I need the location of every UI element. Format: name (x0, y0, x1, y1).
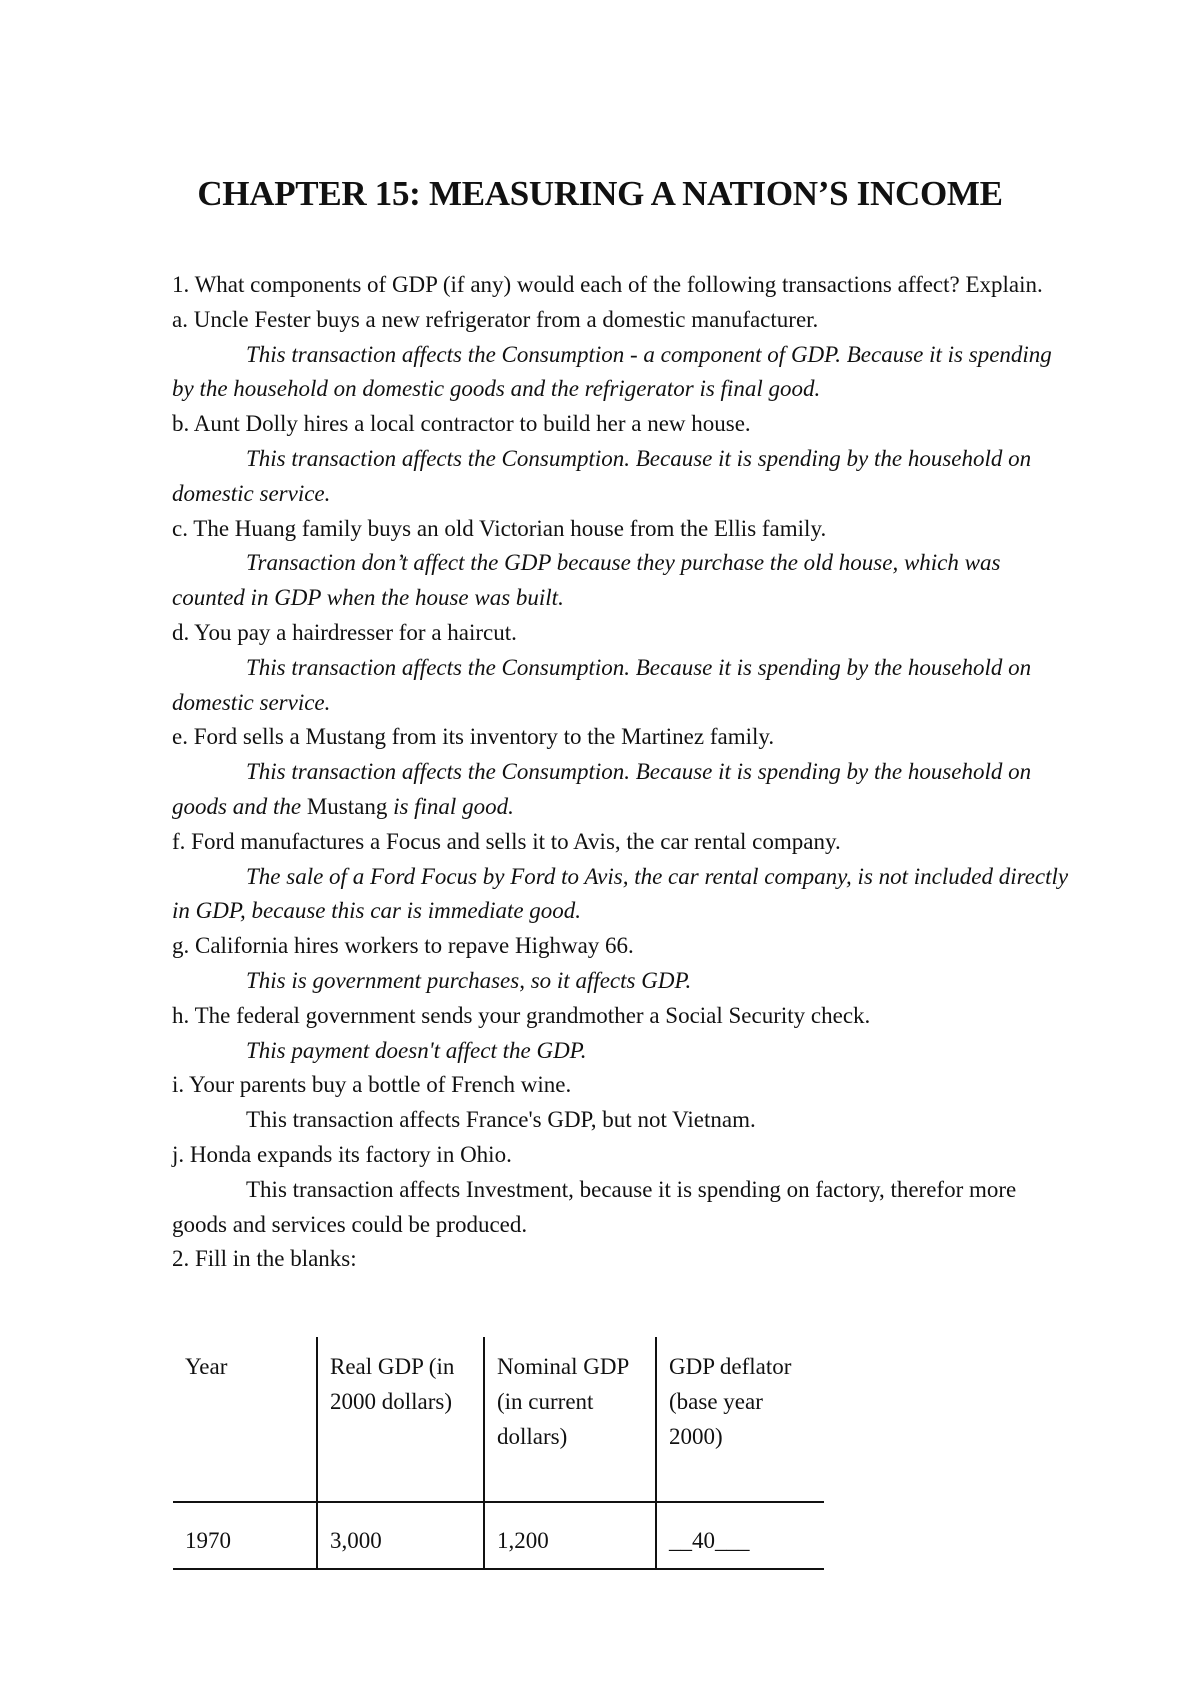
answer-1e-part-1: This transaction affects the Consumption. Because it is spending by the household on goods and the (172, 759, 1032, 819)
answer-1a: This transaction affects the Consumption - a component of GDP. Because it is spending by the household on domestic goods and the refrigerator is final good. (172, 341, 1052, 402)
answer-1e-mustang: Mustang (306, 793, 388, 819)
question-1i: i. Your parents buy a bottle of French wine. (172, 1072, 572, 1098)
answer-1e (172, 755, 1072, 825)
answer-1g: This is government purchases, so it affects GDP. (246, 967, 692, 993)
question-1d: d. You pay a hairdresser for a haircut. (172, 619, 517, 645)
header-gdp-deflator: GDP deflator (base year 2000) (656, 1337, 824, 1502)
cell-year: 1970 (173, 1502, 317, 1569)
question-1j: j. Honda expands its factory in Ohio. (172, 1141, 512, 1167)
question-1h: h. The federal government sends your grandmother a Social Security check. (172, 1002, 871, 1028)
header-nominal-gdp: Nominal GDP (in current dollars) (484, 1337, 656, 1502)
answer-1h: This payment doesn't affect the GDP. (246, 1037, 587, 1063)
answer-1e-part-2: is final good. (393, 793, 514, 819)
answer-1i: This transaction affects France's GDP, but not Vietnam. (246, 1107, 756, 1133)
document-body (172, 268, 1072, 1277)
answer-1f: The sale of a Ford Focus by Ford to Avis, the car rental company, is not included directly in GDP, because this car is immediate good. (172, 863, 1069, 924)
gdp-table (173, 1337, 824, 1570)
answer-1j: This transaction affects Investment, because it is spending on factory, therefor more goods and services could be produced. (172, 1176, 1017, 1237)
cell-nominal-gdp: 1,200 (484, 1502, 656, 1569)
table-row (173, 1502, 824, 1569)
answer-1d: This transaction affects the Consumption. Because it is spending by the household on domestic service. (172, 654, 1032, 715)
question-1b: b. Aunt Dolly hires a local contractor to build her a new house. (172, 411, 751, 437)
question-1e: e. Ford sells a Mustang from its inventory to the Martinez family. (172, 724, 775, 750)
cell-gdp-deflator: __40___ (656, 1502, 824, 1569)
question-1a: a. Uncle Fester buys a new refrigerator from a domestic manufacturer. (172, 306, 819, 332)
question-1g: g. California hires workers to repave Highway 66. (172, 933, 634, 959)
header-real-gdp: Real GDP (in 2000 dollars) (317, 1337, 484, 1502)
question-1f: f. Ford manufactures a Focus and sells it to Avis, the car rental company. (172, 828, 841, 854)
question-1c: c. The Huang family buys an old Victorian house from the Ellis family. (172, 515, 827, 541)
table-header-row (173, 1337, 824, 1502)
header-year: Year (173, 1337, 317, 1502)
cell-real-gdp: 3,000 (317, 1502, 484, 1569)
answer-1b: This transaction affects the Consumption. Because it is spending by the household on domestic service. (172, 445, 1032, 506)
answer-1c: Transaction don’t affect the GDP because they purchase the old house, which was counted in GDP when the house was built. (172, 550, 1001, 611)
chapter-title: CHAPTER 15: MEASURING A NATION’S INCOME (197, 174, 1003, 213)
question-1-prompt: 1. What components of GDP (if any) would each of the following transactions affect? Explain. (172, 272, 1043, 297)
question-2-prompt: 2. Fill in the blanks: (172, 1246, 357, 1272)
